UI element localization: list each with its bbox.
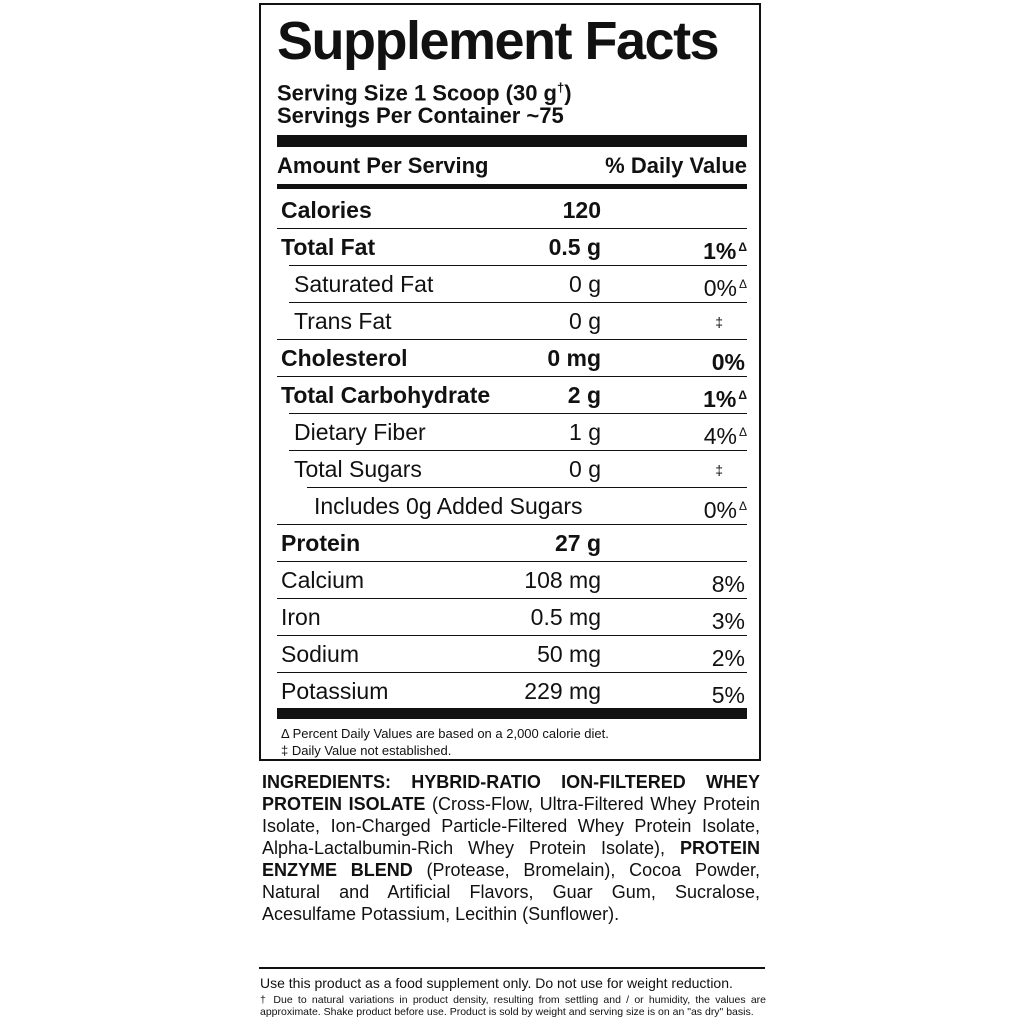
daily-value-text: 0% (703, 497, 737, 523)
nutrient-daily-value (704, 266, 747, 307)
nutrient-row (277, 266, 747, 303)
nutrient-amount: 2 g (567, 382, 601, 408)
nutrient-row (277, 377, 747, 414)
nutrient-name: Total Carbohydrate (281, 382, 491, 408)
nutrient-daily-value (745, 525, 747, 566)
ingredients-text (262, 771, 760, 925)
daily-value-text: 3% (711, 608, 745, 634)
footnote-daily-values: Δ Percent Daily Values are based on a 2,000 calorie diet. (281, 726, 609, 741)
nutrient-name: Dietary Fiber (294, 419, 426, 445)
nutrient-row (277, 488, 747, 525)
footer-divider (259, 967, 765, 969)
daily-value-mark: Δ (738, 277, 747, 291)
supplement-facts-panel (259, 3, 761, 761)
nutrient-daily-value (704, 488, 747, 529)
nutrient-name: Includes 0g Added Sugars (314, 493, 583, 519)
thick-divider-top (277, 135, 747, 147)
panel-inner (277, 5, 747, 759)
thick-divider-bottom (277, 708, 747, 719)
daily-value-label: % Daily Value (605, 153, 747, 178)
nutrient-amount: 120 (562, 197, 601, 223)
nutrient-row (277, 673, 747, 710)
nutrient-name: Sodium (281, 641, 359, 667)
nutrient-daily-value (715, 297, 725, 341)
daily-value-text: 5% (711, 682, 745, 708)
daily-value-mark: Δ (738, 499, 747, 513)
nutrient-amount: 0 g (569, 308, 601, 334)
amount-per-serving-header (277, 150, 747, 182)
nutrient-amount: 0 g (569, 271, 601, 297)
serving-size: Serving Size 1 Scoop (30 g†) (277, 80, 572, 106)
nutrient-daily-value (745, 192, 747, 233)
nutrient-row (277, 192, 747, 229)
amount-per-serving-label: Amount Per Serving (277, 153, 489, 178)
daily-value-mark: Δ (738, 240, 747, 254)
daily-value-text: 4% (703, 423, 737, 449)
use-notice: Use this product as a food supplement only. Do not use for weight reduction. (260, 975, 733, 991)
nutrient-row (277, 562, 747, 599)
daily-value-mark: Δ (738, 425, 747, 439)
footnote-not-established: ‡ Daily Value not established. (281, 743, 452, 758)
nutrient-amount: 108 mg (524, 567, 601, 593)
enzyme-blend-label: PROTEIN ENZYME BLEND (262, 838, 760, 880)
ingredients-text-2: (Protease, Bromelain), Cocoa Powder, Natural and Artificial Flavors, Guar Gum, Sucralose, Acesulfame Potassium, Lecithin (Sunflower). (262, 860, 760, 924)
nutrient-table (277, 192, 747, 710)
nutrient-daily-value (703, 229, 747, 270)
nutrient-daily-value (703, 377, 747, 418)
nutrient-row (277, 414, 747, 451)
daily-value-text: 1% (703, 386, 737, 412)
nutrient-row (277, 229, 747, 266)
nutrient-daily-value (715, 445, 725, 489)
nutrient-row (277, 303, 747, 340)
nutrient-daily-value (712, 636, 747, 677)
nutrient-row (277, 636, 747, 673)
panel-footnotes (281, 725, 609, 759)
daily-value-text: ‡ (715, 314, 723, 330)
ingredients-label: INGREDIENTS: HYBRID-RATIO ION-FILTERED WHEY PROTEIN ISOLATE (262, 772, 760, 814)
ingredients-text-1: (Cross-Flow, Ultra-Filtered Whey Protein Isolate, Ion-Charged Particle-Filtered Whey Protein Isolate, Alpha-Lactalbumin-Rich Whey Protein Isolate), (262, 794, 760, 858)
daily-value-text: 8% (711, 571, 745, 597)
daily-value-text: ‡ (715, 462, 723, 478)
daily-value-text: 0% (711, 349, 745, 375)
daily-value-mark: Δ (738, 388, 747, 402)
nutrient-name: Iron (281, 604, 321, 630)
nutrient-name: Saturated Fat (294, 271, 434, 297)
nutrient-amount: 0.5 mg (530, 604, 601, 630)
medium-divider (277, 184, 747, 189)
nutrient-amount: 1 g (569, 419, 601, 445)
nutrient-amount: 27 g (554, 530, 601, 556)
nutrient-name: Cholesterol (281, 345, 408, 371)
nutrient-name: Calories (281, 197, 372, 223)
nutrient-daily-value (712, 599, 747, 640)
nutrient-amount: 0 g (569, 456, 601, 482)
nutrient-row (277, 599, 747, 636)
nutrient-row (277, 451, 747, 488)
nutrient-name: Trans Fat (294, 308, 392, 334)
nutrient-amount: 50 mg (537, 641, 601, 667)
daily-value-text: 1% (703, 238, 737, 264)
nutrient-amount: 229 mg (524, 678, 601, 704)
dagger-note: † Due to natural variations in product density, resulting from settling and / or humidity, the values are approximate. Shake product before use. Product is sold by weight and serving size is on an "as dry" basis. (260, 994, 766, 1018)
nutrient-name: Potassium (281, 678, 389, 704)
nutrient-amount: 0.5 g (548, 234, 601, 260)
nutrient-amount: 0 mg (547, 345, 601, 371)
nutrient-daily-value (704, 414, 747, 455)
panel-title: Supplement Facts (277, 11, 719, 71)
nutrient-row (277, 340, 747, 377)
nutrient-name: Total Fat (281, 234, 376, 260)
nutrient-daily-value (712, 562, 747, 603)
nutrient-name: Protein (281, 530, 361, 556)
daily-value-text: 2% (711, 645, 745, 671)
daily-value-text: 0% (703, 275, 737, 301)
nutrient-daily-value (712, 340, 747, 381)
nutrient-name: Total Sugars (294, 456, 422, 482)
nutrient-name: Calcium (281, 567, 365, 593)
nutrient-row (277, 525, 747, 562)
servings-per-container: Servings Per Container ~75 (277, 103, 564, 128)
